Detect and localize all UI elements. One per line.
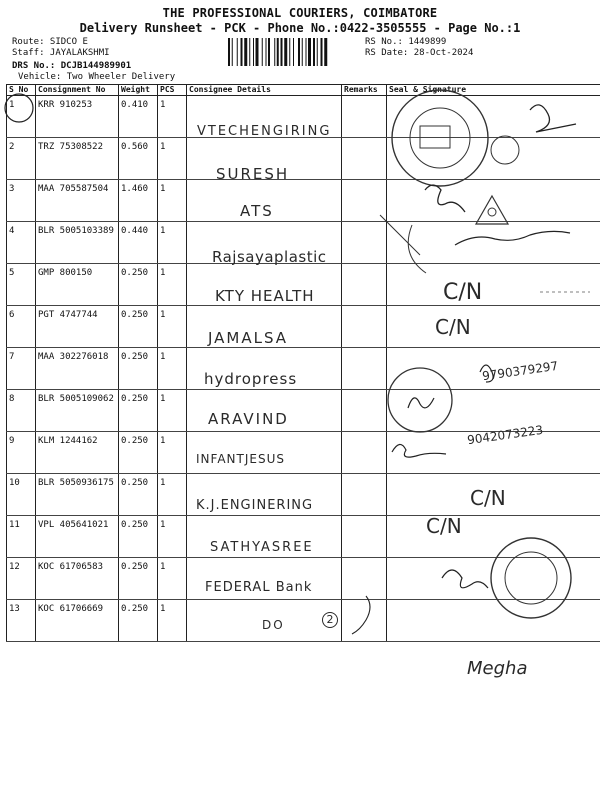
row-seal-signature bbox=[387, 180, 600, 222]
vehicle-field: Vehicle: Two Wheeler Delivery bbox=[18, 72, 176, 82]
row-sno: 7 bbox=[7, 348, 36, 390]
row-pcs: 1 bbox=[158, 96, 187, 138]
row-weight: 0.250 bbox=[119, 390, 158, 432]
table-row bbox=[7, 390, 600, 432]
row-seal-signature bbox=[387, 600, 600, 642]
row-weight: 0.250 bbox=[119, 264, 158, 306]
barcode-bar bbox=[289, 38, 290, 66]
barcode-bar bbox=[321, 38, 323, 66]
row-weight: 0.250 bbox=[119, 600, 158, 642]
row-remarks bbox=[342, 348, 387, 390]
barcode-bar bbox=[256, 38, 259, 66]
handwritten-cn-4: C/N bbox=[426, 514, 462, 538]
handwritten-consignee-12: FEDERAL Bank bbox=[205, 580, 313, 595]
handwritten-cn-2: C/N bbox=[435, 315, 471, 339]
col-consignee-header: Consignee Details bbox=[187, 85, 342, 96]
row-seal-signature bbox=[387, 138, 600, 180]
row-sno: 6 bbox=[7, 306, 36, 348]
row-sno: 13 bbox=[7, 600, 36, 642]
row-consignment-no: PGT 4747744 bbox=[36, 306, 119, 348]
barcode-image bbox=[228, 38, 356, 66]
row-consignment-no: GMP 800150 bbox=[36, 264, 119, 306]
col-sno-header: S No bbox=[7, 85, 36, 96]
row-remarks bbox=[342, 180, 387, 222]
row-consignment-no: MAA 705587504 bbox=[36, 180, 119, 222]
row-sno: 10 bbox=[7, 474, 36, 516]
row-weight: 0.250 bbox=[119, 348, 158, 390]
row-weight: 0.440 bbox=[119, 222, 158, 264]
row-consignment-no: BLR 5050936175 bbox=[36, 474, 119, 516]
rs-number: RS No.: 1449899 bbox=[365, 37, 447, 47]
row-remarks bbox=[342, 222, 387, 264]
barcode-bar bbox=[249, 38, 250, 66]
row-sno: 2 bbox=[7, 138, 36, 180]
barcode-bar bbox=[237, 38, 238, 66]
row-remarks bbox=[342, 138, 387, 180]
row-weight: 0.250 bbox=[119, 432, 158, 474]
row-weight: 0.250 bbox=[119, 516, 158, 558]
rs-date: RS Date: 28-Oct-2024 bbox=[365, 48, 474, 58]
handwritten-consignee-9: INFANTJESUS bbox=[196, 452, 285, 466]
row-remarks bbox=[342, 516, 387, 558]
row-remarks bbox=[342, 558, 387, 600]
row-seal-signature bbox=[387, 222, 600, 264]
row-pcs: 1 bbox=[158, 222, 187, 264]
row-pcs: 1 bbox=[158, 558, 187, 600]
row-sno: 11 bbox=[7, 516, 36, 558]
handwritten-consignee-4: Rajsayaplastic bbox=[212, 248, 327, 266]
barcode-bar bbox=[317, 38, 318, 66]
row-consignment-no: BLR 5005109062 bbox=[36, 390, 119, 432]
circled-number: 2 bbox=[322, 612, 338, 628]
handwritten-phone-1: 9790379297 bbox=[481, 358, 559, 384]
col-signature-header: Seal & Signature bbox=[387, 85, 600, 96]
row-consignment-no: KOC 61706669 bbox=[36, 600, 119, 642]
barcode-bar bbox=[274, 38, 275, 66]
handwritten-phone-2: 9042073223 bbox=[466, 422, 544, 448]
handwritten-consignee-11: SATHYASREE bbox=[210, 540, 314, 555]
handwritten-consignee-13: DO bbox=[262, 618, 285, 632]
barcode-bar bbox=[308, 38, 311, 66]
col-weight-header: Weight bbox=[119, 85, 158, 96]
row-sno: 3 bbox=[7, 180, 36, 222]
barcode-bar bbox=[277, 38, 279, 66]
row-pcs: 1 bbox=[158, 138, 187, 180]
barcode-bar bbox=[228, 38, 230, 66]
barcode-bar bbox=[232, 38, 233, 66]
handwritten-consignee-8: ARAVIND bbox=[208, 410, 289, 428]
handwritten-consignee-3: ATS bbox=[240, 202, 274, 220]
row-pcs: 1 bbox=[158, 348, 187, 390]
table-row bbox=[7, 180, 600, 222]
barcode-bar bbox=[293, 38, 294, 66]
col-pcs-header: PCS bbox=[158, 85, 187, 96]
barcode-bar bbox=[284, 38, 287, 66]
row-consignment-no: MAA 302276018 bbox=[36, 348, 119, 390]
table-row bbox=[7, 306, 600, 348]
row-seal-signature bbox=[387, 558, 600, 600]
row-sno: 1 bbox=[7, 96, 36, 138]
row-sno: 9 bbox=[7, 432, 36, 474]
barcode-bar bbox=[281, 38, 283, 66]
row-remarks bbox=[342, 96, 387, 138]
handwritten-consignee-2: SURESH bbox=[216, 165, 290, 183]
row-pcs: 1 bbox=[158, 432, 187, 474]
handwritten-consignee-5: KTY HEALTH bbox=[215, 287, 315, 305]
col-remarks-header: Remarks bbox=[342, 85, 387, 96]
barcode-bar bbox=[241, 38, 243, 66]
row-weight: 0.560 bbox=[119, 138, 158, 180]
row-remarks bbox=[342, 264, 387, 306]
row-sno: 8 bbox=[7, 390, 36, 432]
row-weight: 0.250 bbox=[119, 558, 158, 600]
runsheet-title: Delivery Runsheet - PCK - Phone No.:0422-3505555 - Page No.:1 bbox=[79, 21, 521, 35]
barcode-bar bbox=[262, 38, 263, 66]
barcode-bar bbox=[313, 38, 315, 66]
handwritten-consignee-1: VTECHENGIRING bbox=[197, 124, 332, 139]
col-consignment-header: Consignment No bbox=[36, 85, 119, 96]
company-title: THE PROFESSIONAL COURIERS, COIMBATORE bbox=[162, 6, 438, 20]
row-sno: 5 bbox=[7, 264, 36, 306]
row-seal-signature bbox=[387, 516, 600, 558]
row-pcs: 1 bbox=[158, 264, 187, 306]
row-sno: 12 bbox=[7, 558, 36, 600]
barcode-bar bbox=[298, 38, 300, 66]
row-pcs: 1 bbox=[158, 390, 187, 432]
drs-number: DRS No.: DCJB144989901 bbox=[12, 61, 132, 71]
row-seal-signature bbox=[387, 96, 600, 138]
row-pcs: 1 bbox=[158, 306, 187, 348]
handwritten-consignee-7: hydropress bbox=[204, 370, 298, 388]
barcode-bar bbox=[302, 38, 303, 66]
row-seal-signature bbox=[387, 264, 600, 306]
row-remarks bbox=[342, 390, 387, 432]
row-pcs: 1 bbox=[158, 600, 187, 642]
row-weight: 0.250 bbox=[119, 306, 158, 348]
row-consignment-no: VPL 405641021 bbox=[36, 516, 119, 558]
row-weight: 0.250 bbox=[119, 474, 158, 516]
handwritten-signoff: Megha bbox=[467, 658, 528, 679]
barcode-bar bbox=[244, 38, 247, 66]
handwritten-consignee-10: K.J.ENGINERING bbox=[196, 498, 314, 513]
table-header-row bbox=[7, 85, 600, 96]
row-remarks bbox=[342, 474, 387, 516]
barcode-bar bbox=[324, 38, 327, 66]
barcode-bar bbox=[266, 38, 267, 66]
handwritten-consignee-6: JAMALSA bbox=[208, 329, 289, 347]
row-consignment-no: TRZ 75308522 bbox=[36, 138, 119, 180]
row-seal-signature bbox=[387, 390, 600, 432]
handwritten-cn-3: C/N bbox=[470, 486, 506, 510]
row-weight: 0.410 bbox=[119, 96, 158, 138]
row-consignment-no: KLM 1244162 bbox=[36, 432, 119, 474]
row-remarks bbox=[342, 600, 387, 642]
staff-field: Staff: JAYALAKSHMI bbox=[12, 48, 110, 58]
row-pcs: 1 bbox=[158, 180, 187, 222]
row-sno: 4 bbox=[7, 222, 36, 264]
row-remarks bbox=[342, 306, 387, 348]
handwritten-cn-1: C/N bbox=[443, 280, 483, 305]
route-field: Route: SIDCO E bbox=[12, 37, 88, 47]
barcode-bar bbox=[253, 38, 254, 66]
table-row bbox=[7, 138, 600, 180]
row-remarks bbox=[342, 432, 387, 474]
barcode-bar bbox=[268, 38, 270, 66]
runsheet-table bbox=[6, 84, 600, 642]
row-pcs: 1 bbox=[158, 516, 187, 558]
row-consignment-no: BLR 5005103389 bbox=[36, 222, 119, 264]
row-pcs: 1 bbox=[158, 474, 187, 516]
table-row bbox=[7, 600, 600, 642]
row-weight: 1.460 bbox=[119, 180, 158, 222]
barcode-bar bbox=[306, 38, 307, 66]
row-consignment-no: KRR 910253 bbox=[36, 96, 119, 138]
row-consignment-no: KOC 61706583 bbox=[36, 558, 119, 600]
row-seal-signature bbox=[387, 306, 600, 348]
